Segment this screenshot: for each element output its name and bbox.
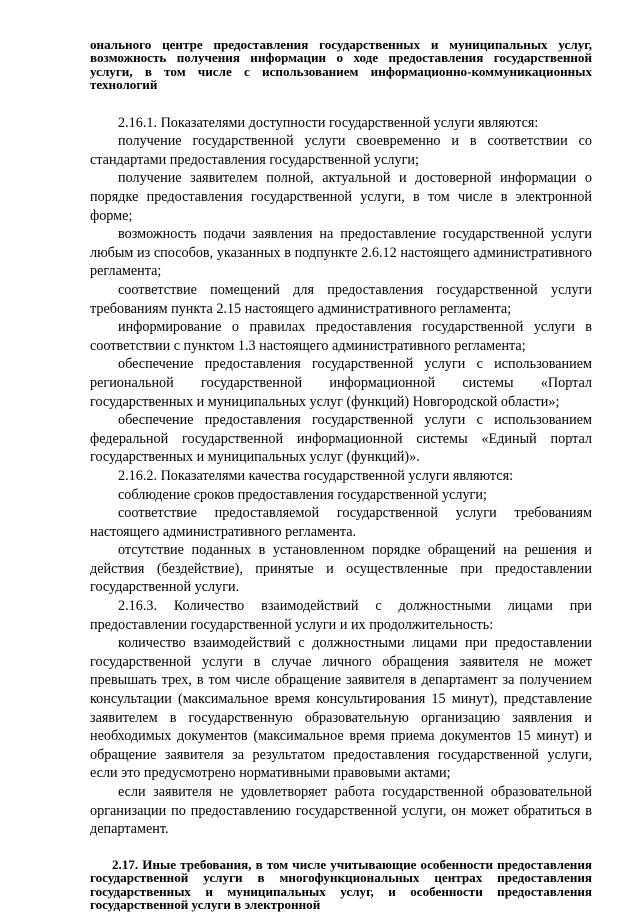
paragraph-2-16-2: 2.16.2. Показателями качества государственной услуги являются: bbox=[118, 467, 514, 484]
section-number: 2.17. bbox=[112, 856, 139, 872]
paragraph: соответствие предоставляемой государственной услуги требованиям настоящего административного регламента. bbox=[90, 505, 592, 540]
section-heading-continued: онального центре предоставления государственных и муниципальных услуг, возможность получения информации о ходе предоставления государственной услуги, в том числе с использованием информационно-коммуникационных технологий bbox=[90, 37, 592, 93]
paragraph: обеспечение предоставления государственной услуги с использованием федеральной государственной информационной системы «Единый портал государственных и муниципальных услуг (функций)». bbox=[90, 412, 592, 466]
paragraph: если заявителя не удовлетворяет работа государственной образовательной организации по предоставлению государственной услуги, он может обратиться в департамент. bbox=[90, 784, 592, 838]
paragraph-2-16-3: 2.16.3. Количество взаимодействий с должностными лицами при предоставлении государственной услуги и их продолжительность: bbox=[90, 598, 592, 633]
paragraph: обеспечение предоставления государственной услуги с использованием региональной государственной информационной системы «Портал государственных и муниципальных услуг (функций) Новгородской области»; bbox=[90, 356, 592, 410]
paragraph: соответствие помещений для предоставления государственной услуги требованиям пункта 2.15 настоящего административного регламента; bbox=[90, 281, 592, 317]
section-heading-2-17 bbox=[90, 858, 592, 912]
paragraph: количество взаимодействий с должностными лицами при предоставлении государственной услуги в случае личного обращения заявителя не может превышать трех, в том числе обращение заявителя в департамент за получением консультации (максимальное время консультирования 15 минут), представление заявителем в государственную образовательную организацию заявления и необходимых документов (максимальное время приема документов 15 минут) и обращение заявителя за результатом предоставления государственной услуги, если это предусмотрено нормативными правовыми актами; bbox=[90, 635, 592, 782]
paragraph: соблюдение сроков предоставления государственной услуги; bbox=[118, 486, 487, 503]
paragraph: отсутствие поданных в установленном порядке обращений на решения и действия (бездействие), принятые и осуществленные при предоставлении государственной услуги. bbox=[90, 542, 592, 596]
paragraph: возможность подачи заявления на предоставление государственной услуги любым из способов, указанных в подпункте 2.6.12 настоящего административного регламента; bbox=[90, 226, 592, 280]
paragraph: получение государственной услуги своевременно и в соответствии со стандартами предоставления государственной услуги; bbox=[90, 133, 592, 168]
paragraph: информирование о правилах предоставления государственной услуги в соответствии с пунктом 1.3 настоящего административного регламента; bbox=[90, 319, 592, 354]
section-heading-text: Иные требования, в том числе учитывающие особенности предоставления государственной услуги в многофункциональных центрах предоставления государственных и муниципальных услуг, и особенности предоставления государственной услуги в электронной bbox=[90, 856, 592, 912]
paragraph-2-16-1: 2.16.1. Показателями доступности государственной услуги являются: bbox=[118, 114, 539, 131]
paragraph: получение заявителем полной, актуальной и достоверной информации о порядке предоставления государственной услуги, в том числе в электронной форме; bbox=[90, 170, 592, 224]
